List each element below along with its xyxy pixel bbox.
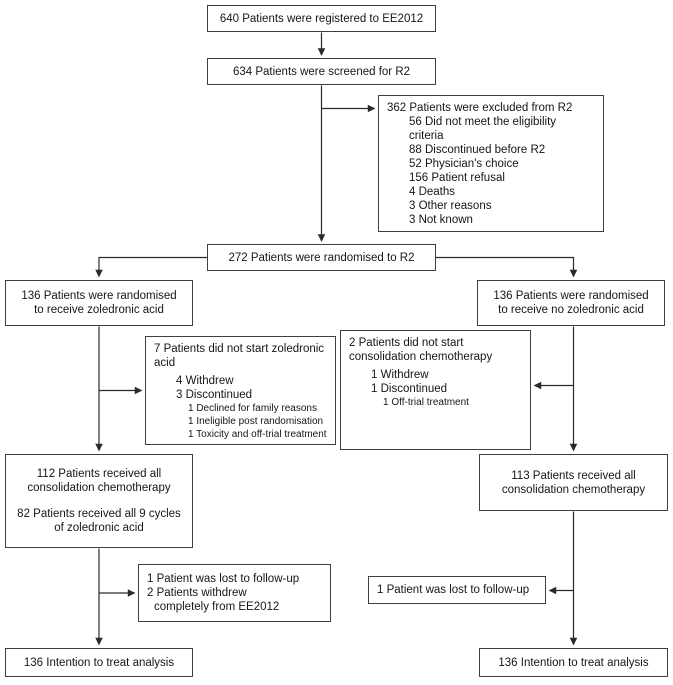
excluded-title: 362 Patients were excluded from R2 (387, 102, 573, 114)
notstart-zoledronic-title: acid (154, 357, 176, 369)
itt-no-zoledronic-text: 136 Intention to treat analysis (498, 656, 649, 669)
lost-zoledronic-line: 1 Patient was lost to follow-up (147, 573, 300, 585)
excluded-reason: 156 Patient refusal (409, 172, 505, 184)
notstart-zoledronic-subitem: 1 Declined for family reasons (188, 403, 317, 414)
lost-zoledronic-line: completely from EE2012 (154, 601, 280, 613)
lost-no-zoledronic-text: 1 Patient was lost to follow-up (377, 584, 530, 596)
lost-zoledronic-line: 2 Patients withdrew (147, 587, 247, 599)
box-registered (207, 5, 436, 32)
excluded-reason: 3 Other reasons (409, 200, 492, 212)
box-received-zoledronic (5, 454, 193, 548)
received-zoledronic-line: 112 Patients received all (36, 468, 162, 480)
notstart-zoledronic-item: 3 Discontinued (176, 389, 253, 401)
notstart-zoledronic-title: 7 Patients did not start zoledronic (154, 343, 325, 355)
box-itt-zoledronic (5, 648, 193, 677)
notstart-consolidation-item: 1 Withdrew (371, 369, 429, 381)
randomised-text: 272 Patients were randomised to R2 (228, 251, 415, 264)
arm-no-zoledronic-line: 136 Patients were randomised (493, 290, 649, 302)
excluded-reason: 52 Physician's choice (409, 158, 519, 170)
notstart-consolidation-subitem: 1 Off-trial treatment (383, 397, 469, 408)
notstart-consolidation-title: 2 Patients did not start (349, 337, 464, 349)
excluded-reason: 4 Deaths (409, 186, 456, 198)
box-lost-followup-zoledronic (138, 564, 331, 622)
arm-zoledronic-line: 136 Patients were randomised (21, 290, 177, 302)
box-arm-zoledronic (5, 280, 193, 326)
registered-text: 640 Patients were registered to EE2012 (219, 12, 424, 25)
box-randomised (207, 244, 436, 271)
arm-zoledronic-line: to receive zoledronic acid (34, 304, 164, 316)
box-not-started-zoledronic (145, 336, 336, 445)
connector-randomised-to-arm-right (436, 258, 574, 277)
arm-no-zoledronic-line: to receive no zoledronic acid (498, 304, 644, 316)
box-screened (207, 58, 436, 85)
notstart-consolidation-title: consolidation chemotherapy (349, 351, 493, 363)
excluded-reason: 3 Not known (409, 214, 473, 226)
notstart-consolidation-item: 1 Discontinued (371, 383, 448, 395)
excluded-reason: 56 Did not meet the eligibility (409, 116, 557, 128)
box-lost-followup-no-zoledronic (368, 576, 546, 604)
screened-text: 634 Patients were screened for R2 (232, 65, 411, 78)
box-arm-no-zoledronic (477, 280, 665, 326)
received-no-zoledronic-line: consolidation chemotherapy (501, 483, 646, 496)
received-zoledronic-line: consolidation chemotherapy (27, 482, 171, 494)
connector-randomised-to-arm-left (99, 258, 207, 277)
itt-zoledronic-text: 136 Intention to treat analysis (23, 656, 175, 669)
notstart-zoledronic-item: 4 Withdrew (176, 375, 234, 387)
excluded-reason: criteria (409, 130, 444, 142)
box-not-started-consolidation (340, 330, 531, 450)
notstart-zoledronic-subitem: 1 Toxicity and off-trial treatment (188, 429, 327, 440)
received-zoledronic-line: of zoledronic acid (54, 522, 144, 534)
notstart-zoledronic-subitem: 1 Ineligible post randomisation (188, 416, 324, 427)
box-received-no-zoledronic (479, 454, 668, 511)
excluded-reason: 88 Discontinued before R2 (409, 144, 546, 156)
box-itt-no-zoledronic (479, 648, 668, 677)
box-excluded (378, 95, 604, 232)
received-no-zoledronic-line: 113 Patients received all (511, 469, 636, 482)
received-zoledronic-line: 82 Patients received all 9 cycles (17, 508, 181, 520)
